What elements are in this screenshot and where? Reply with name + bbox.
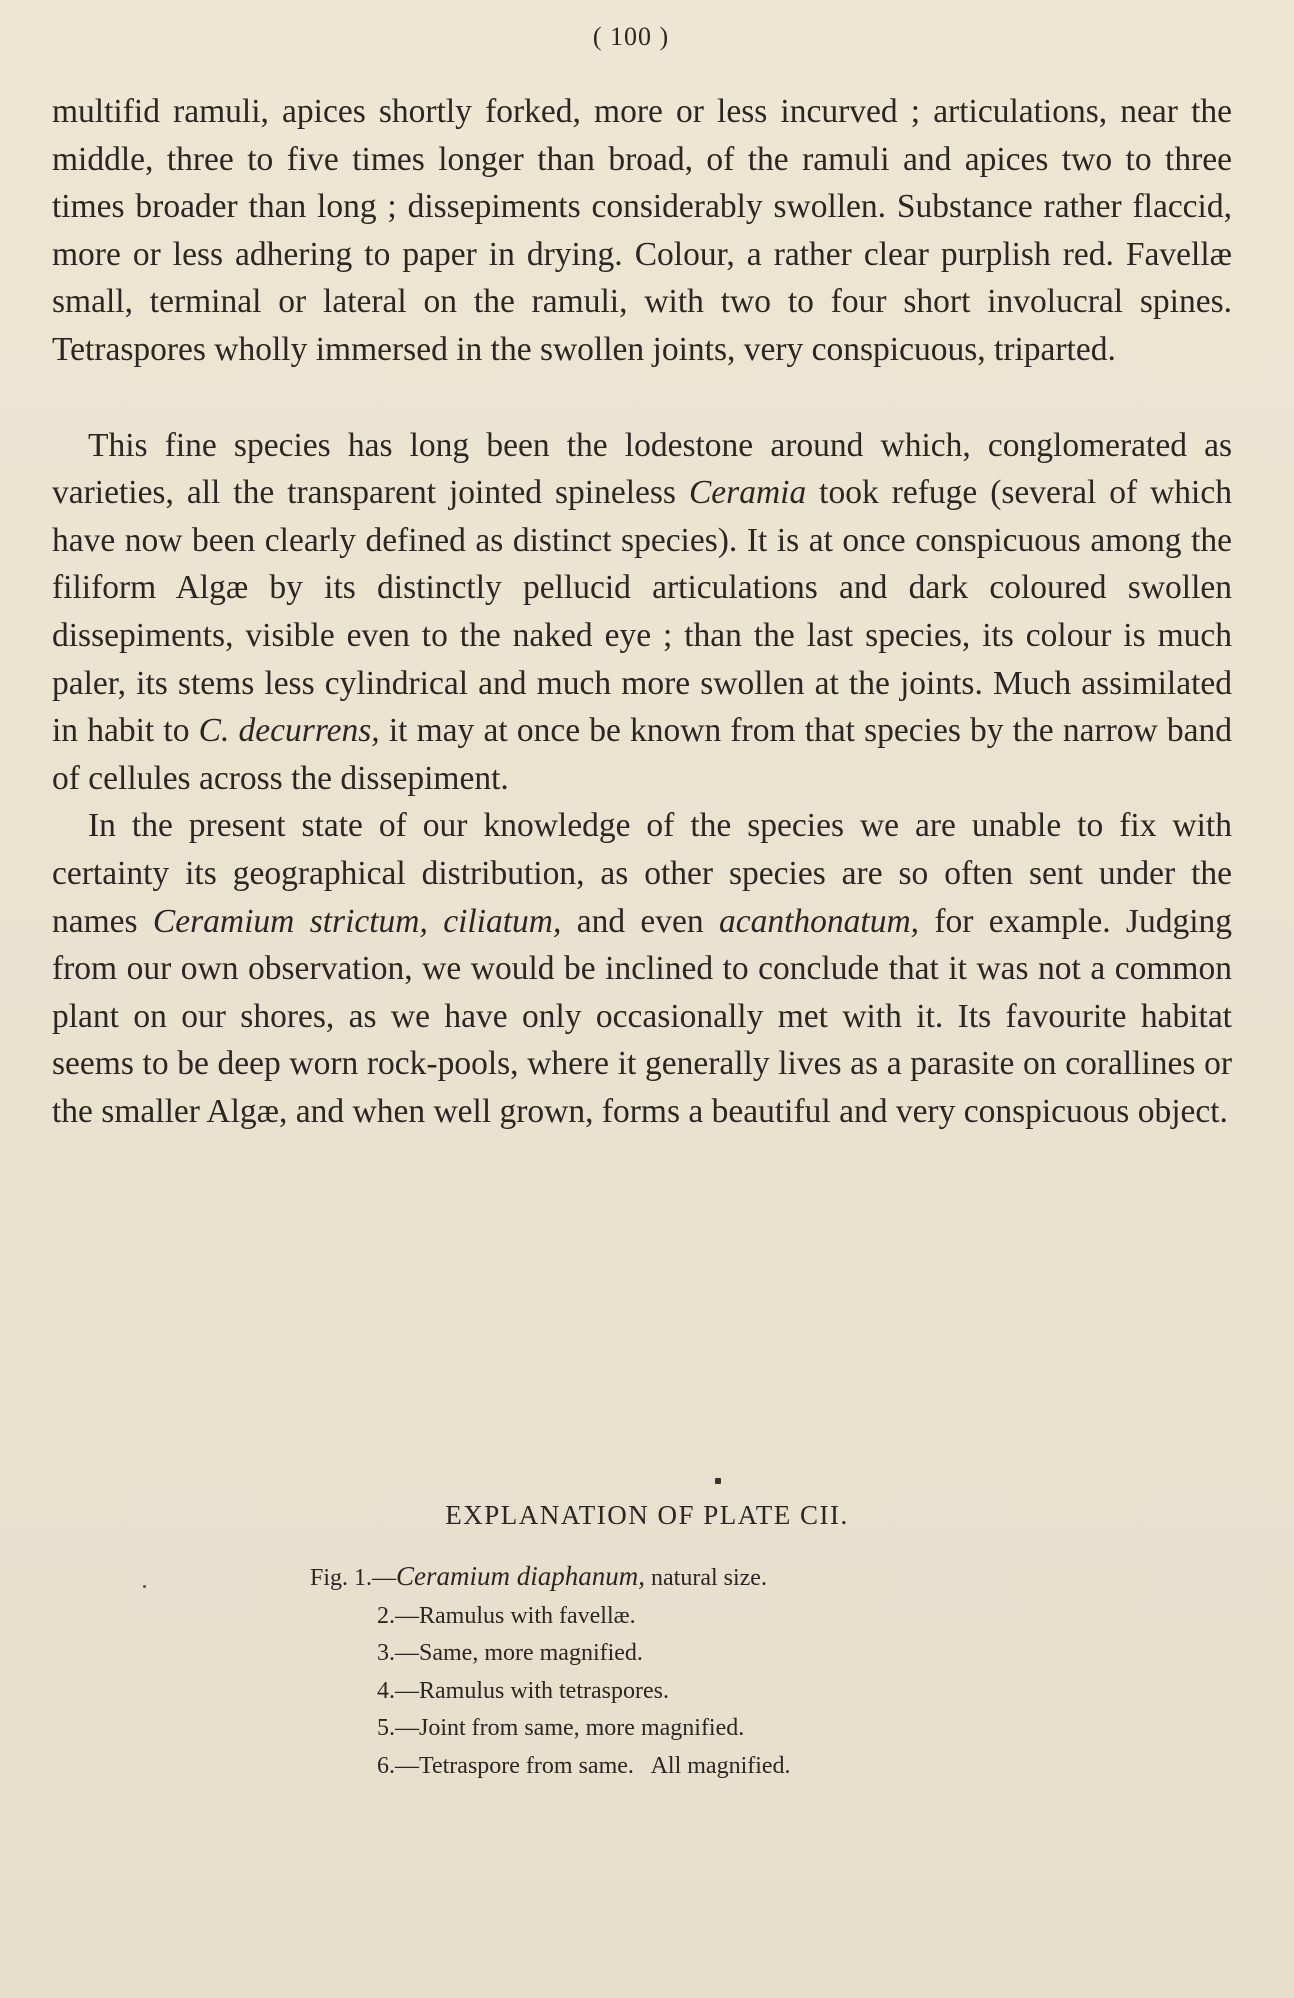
figure-number: 4.— (377, 1677, 419, 1704)
italic-taxon: acanthonatum, (718, 902, 920, 940)
figure-caption: Joint from same, more magnified. (419, 1715, 745, 1741)
figure-item (310, 1558, 791, 1598)
figure-caption: Ramulus with favellæ. (419, 1602, 636, 1629)
paper-speck (143, 1585, 146, 1588)
text-run: it may at once be known from that species by the narrow band of cellules across the dissepiment. (52, 712, 1232, 797)
figure-number: 5.— (377, 1715, 419, 1741)
figure-number: 2.— (377, 1602, 419, 1629)
figure-number: 3.— (377, 1640, 419, 1666)
figure-caption: natural size. (645, 1565, 767, 1591)
text-run: This fine species has long been the lodestone around which, conglomerated as varieties, all the transparent jointed spineless (52, 426, 1232, 512)
ornament-dot (715, 1478, 721, 1484)
figure-caption: Ramulus with tetraspores. (419, 1677, 669, 1704)
figure-taxon: Ceramium diaphanum, (396, 1561, 646, 1591)
figure-caption: Tetraspore from same. All magnified. (419, 1752, 791, 1779)
figure-item (310, 1635, 791, 1673)
paragraph-gap (52, 374, 1232, 422)
paragraph-description: multifid ramuli, apices shortly forked, more or less incurved ; articulations, near the middle, three to five times longer than broad, of the ramuli and apices two to three times broader than long ; dissepiments considerably swollen. Substance rather flaccid, more or less adhering to paper in drying. Colour, a rather clear purplish red. Favellæ small, terminal or lateral on the ramuli, with two to four short involucral spines. Tetraspores wholly immersed in the swollen joints, very conspicuous, triparted. (52, 93, 1232, 368)
page-number: ( 100 ) (592, 22, 670, 51)
text-run: In the present state of our knowledge of the species we are unable to fix with certainty its geographical distribution, as other species are so often sent under the names (52, 807, 1232, 940)
figure-list (310, 1558, 791, 1785)
text-run: and even (561, 902, 719, 940)
italic-taxon: C. decurrens, (198, 712, 380, 750)
figure-caption: Same, more magnified. (419, 1640, 643, 1666)
figure-item (310, 1710, 791, 1748)
figure-number: Fig. 1.— (310, 1565, 397, 1591)
explanation-title: EXPLANATION OF PLATE CII. (445, 1500, 849, 1530)
figure-item (310, 1598, 791, 1636)
italic-taxon: Ceramium strictum, ciliatum, (152, 902, 562, 940)
figure-number: 6.— (377, 1752, 419, 1779)
body-text (52, 88, 1232, 1135)
paragraph-distribution (52, 802, 1232, 1135)
plate-explanation (0, 1500, 1294, 1779)
text-run: took refuge (several of which have now been clearly defined as distinct species). It is at once conspicuous among the filiform Algæ by its distinctly pellucid articulations and dark coloured swollen dissepiments, visible even to the naked eye ; than the last species, its colour is much paler, its stems less cylindrical and much more swollen at the joints. Much assimilated in habit to (52, 474, 1232, 750)
figure-item (310, 1748, 791, 1786)
italic-taxon: Ceramia (688, 474, 807, 512)
paragraph-remarks (52, 422, 1232, 803)
text-run: for example. Judging from our own observation, we would be inclined to conclude that it was not a common plant on our shores, as we have only occasionally met with it. Its favourite habitat seems to be deep worn rock-pools, where it generally lives as a parasite on corallines or the smaller Algæ, and when well grown, forms a beautiful and very conspicuous object. (52, 902, 1233, 1130)
figure-item (310, 1673, 791, 1711)
